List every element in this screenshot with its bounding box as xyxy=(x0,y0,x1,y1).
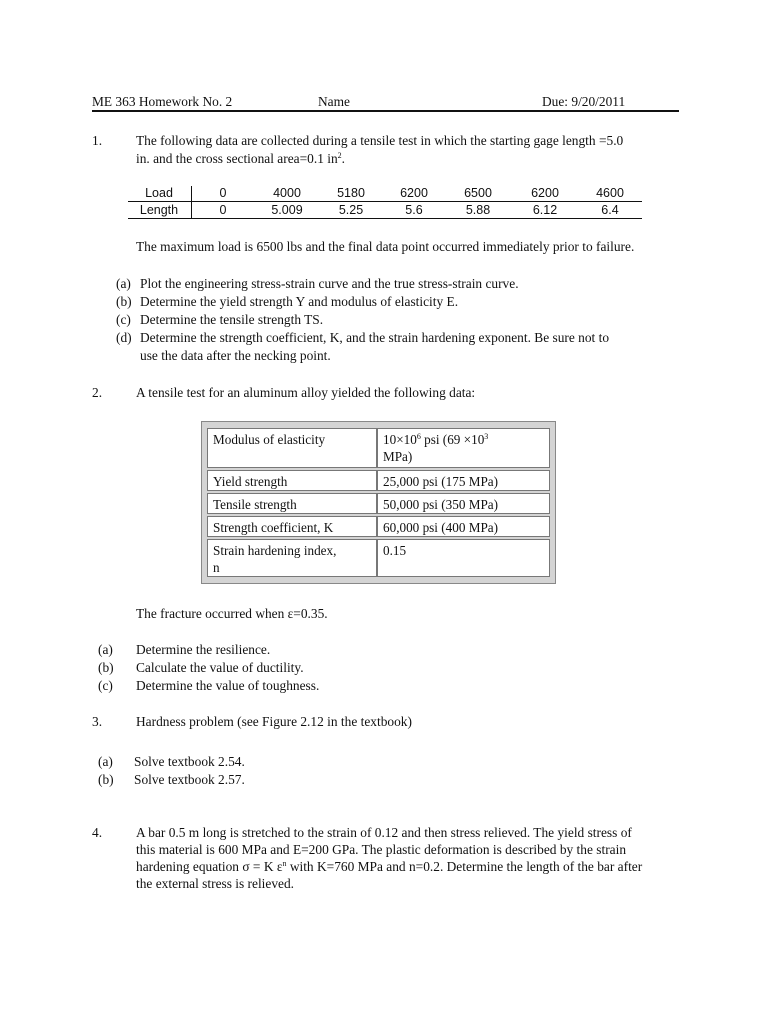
header-rule xyxy=(92,110,679,112)
length-cell: 0 xyxy=(219,203,227,217)
q4-line1: A bar 0.5 m long is stretched to the strain of 0.12 and then stress relieved. The yield stress of xyxy=(136,825,632,840)
load-cell: 6200 xyxy=(400,186,428,200)
property-name: Yield strength xyxy=(207,470,377,491)
length-cell: 5.009 xyxy=(271,203,303,217)
q1-part-text: Determine the tensile strength TS. xyxy=(140,312,324,327)
q3-part-label: (b) xyxy=(98,772,114,787)
load-cell: 5180 xyxy=(337,186,365,200)
q2-number: 2. xyxy=(92,385,103,400)
q3-number: 3. xyxy=(92,714,103,729)
load-row-label: Load xyxy=(145,186,173,200)
property-value: 50,000 psi (350 MPa) xyxy=(377,493,550,514)
q4-number: 4. xyxy=(92,825,103,840)
q1-part-text: Determine the strength coefficient, K, and the strain hardening exponent. Be sure not to xyxy=(140,330,610,345)
property-value: $10\times 10^6$ psi ($69 \times 10^3$ MPa) xyxy=(377,428,550,468)
length-row-label: Length xyxy=(139,203,179,217)
load-cell: 0 xyxy=(219,186,227,200)
q1-part-label: (d) xyxy=(116,330,132,345)
q2-part-label: (c) xyxy=(98,678,113,693)
property-name: Modulus of elasticity xyxy=(207,428,377,468)
q3-text: Hardness problem (see Figure 2.12 in the textbook) xyxy=(136,714,412,729)
due-date: Due: 9/20/2011 xyxy=(542,94,626,109)
q2-part-text: Determine the resilience. xyxy=(136,642,271,657)
load-cell: 4600 xyxy=(596,186,624,200)
property-name: Tensile strength xyxy=(207,493,377,514)
load-cell: 6500 xyxy=(464,186,492,200)
property-value: 60,000 psi (400 MPa) xyxy=(377,516,550,537)
q2-fracture-note: The fracture occurred when ε=0.35. xyxy=(136,606,328,621)
load-cell: 6200 xyxy=(531,186,559,200)
q1-number: 1. xyxy=(92,133,103,148)
q2-part-label: (b) xyxy=(98,660,114,675)
course-title: ME 363 Homework No. 2 xyxy=(92,94,233,109)
q1-text-line1: The following data are collected during a tensile test in which the starting gage length =5.0 xyxy=(136,133,624,148)
property-value: 0.15 xyxy=(377,539,550,577)
q2-text: A tensile test for an aluminum alloy yielded the following data: xyxy=(136,385,476,400)
q4-line2: this material is 600 MPa and E=200 GPa. The plastic deformation is described by the strain xyxy=(136,842,627,857)
property-value: 25,000 psi (175 MPa) xyxy=(377,470,550,491)
q1-part-text: Plot the engineering stress-strain curve and the true stress-strain curve. xyxy=(140,276,519,291)
length-cell: 6.4 xyxy=(601,203,619,217)
q1-part-label: (b) xyxy=(116,294,132,309)
table-bottom-rule xyxy=(128,218,642,219)
property-name: Strength coefficient, K xyxy=(207,516,377,537)
name-label: Name xyxy=(318,94,350,109)
q1-part-text-cont: use the data after the necking point. xyxy=(140,348,331,363)
q2-part-text: Calculate the value of ductility. xyxy=(136,660,304,675)
length-cell: 5.88 xyxy=(465,203,491,217)
length-cell: 5.6 xyxy=(405,203,423,217)
q1-note: The maximum load is 6500 lbs and the final data point occurred immediately prior to failure. xyxy=(136,239,635,254)
q4-line3: hardening equation σ = K $\varepsilon^n$ with K=760 MPa and n=0.2. Determine the length of the bar after xyxy=(136,859,643,874)
q3-part-label: (a) xyxy=(98,754,113,769)
q3-part-text: Solve textbook 2.57. xyxy=(134,772,245,787)
q2-part-text: Determine the value of toughness. xyxy=(136,678,320,693)
length-cell: 6.12 xyxy=(532,203,558,217)
property-name: Strain hardening index, n xyxy=(207,539,377,577)
q3-part-text: Solve textbook 2.54. xyxy=(134,754,245,769)
q1-part-text: Determine the yield strength Y and modulus of elasticity E. xyxy=(140,294,459,309)
table-vertical-rule xyxy=(191,186,192,219)
q4-line4: the external stress is relieved. xyxy=(136,876,295,891)
q1-part-label: (a) xyxy=(116,276,131,291)
material-properties-table xyxy=(201,421,556,584)
load-length-table xyxy=(128,184,642,220)
q2-part-label: (a) xyxy=(98,642,113,657)
q1-text-line2: in. and the cross sectional area=0.1 $in^2$. xyxy=(136,151,346,166)
load-cell: 4000 xyxy=(273,186,301,200)
length-cell: 5.25 xyxy=(338,203,364,217)
q1-part-label: (c) xyxy=(116,312,131,327)
